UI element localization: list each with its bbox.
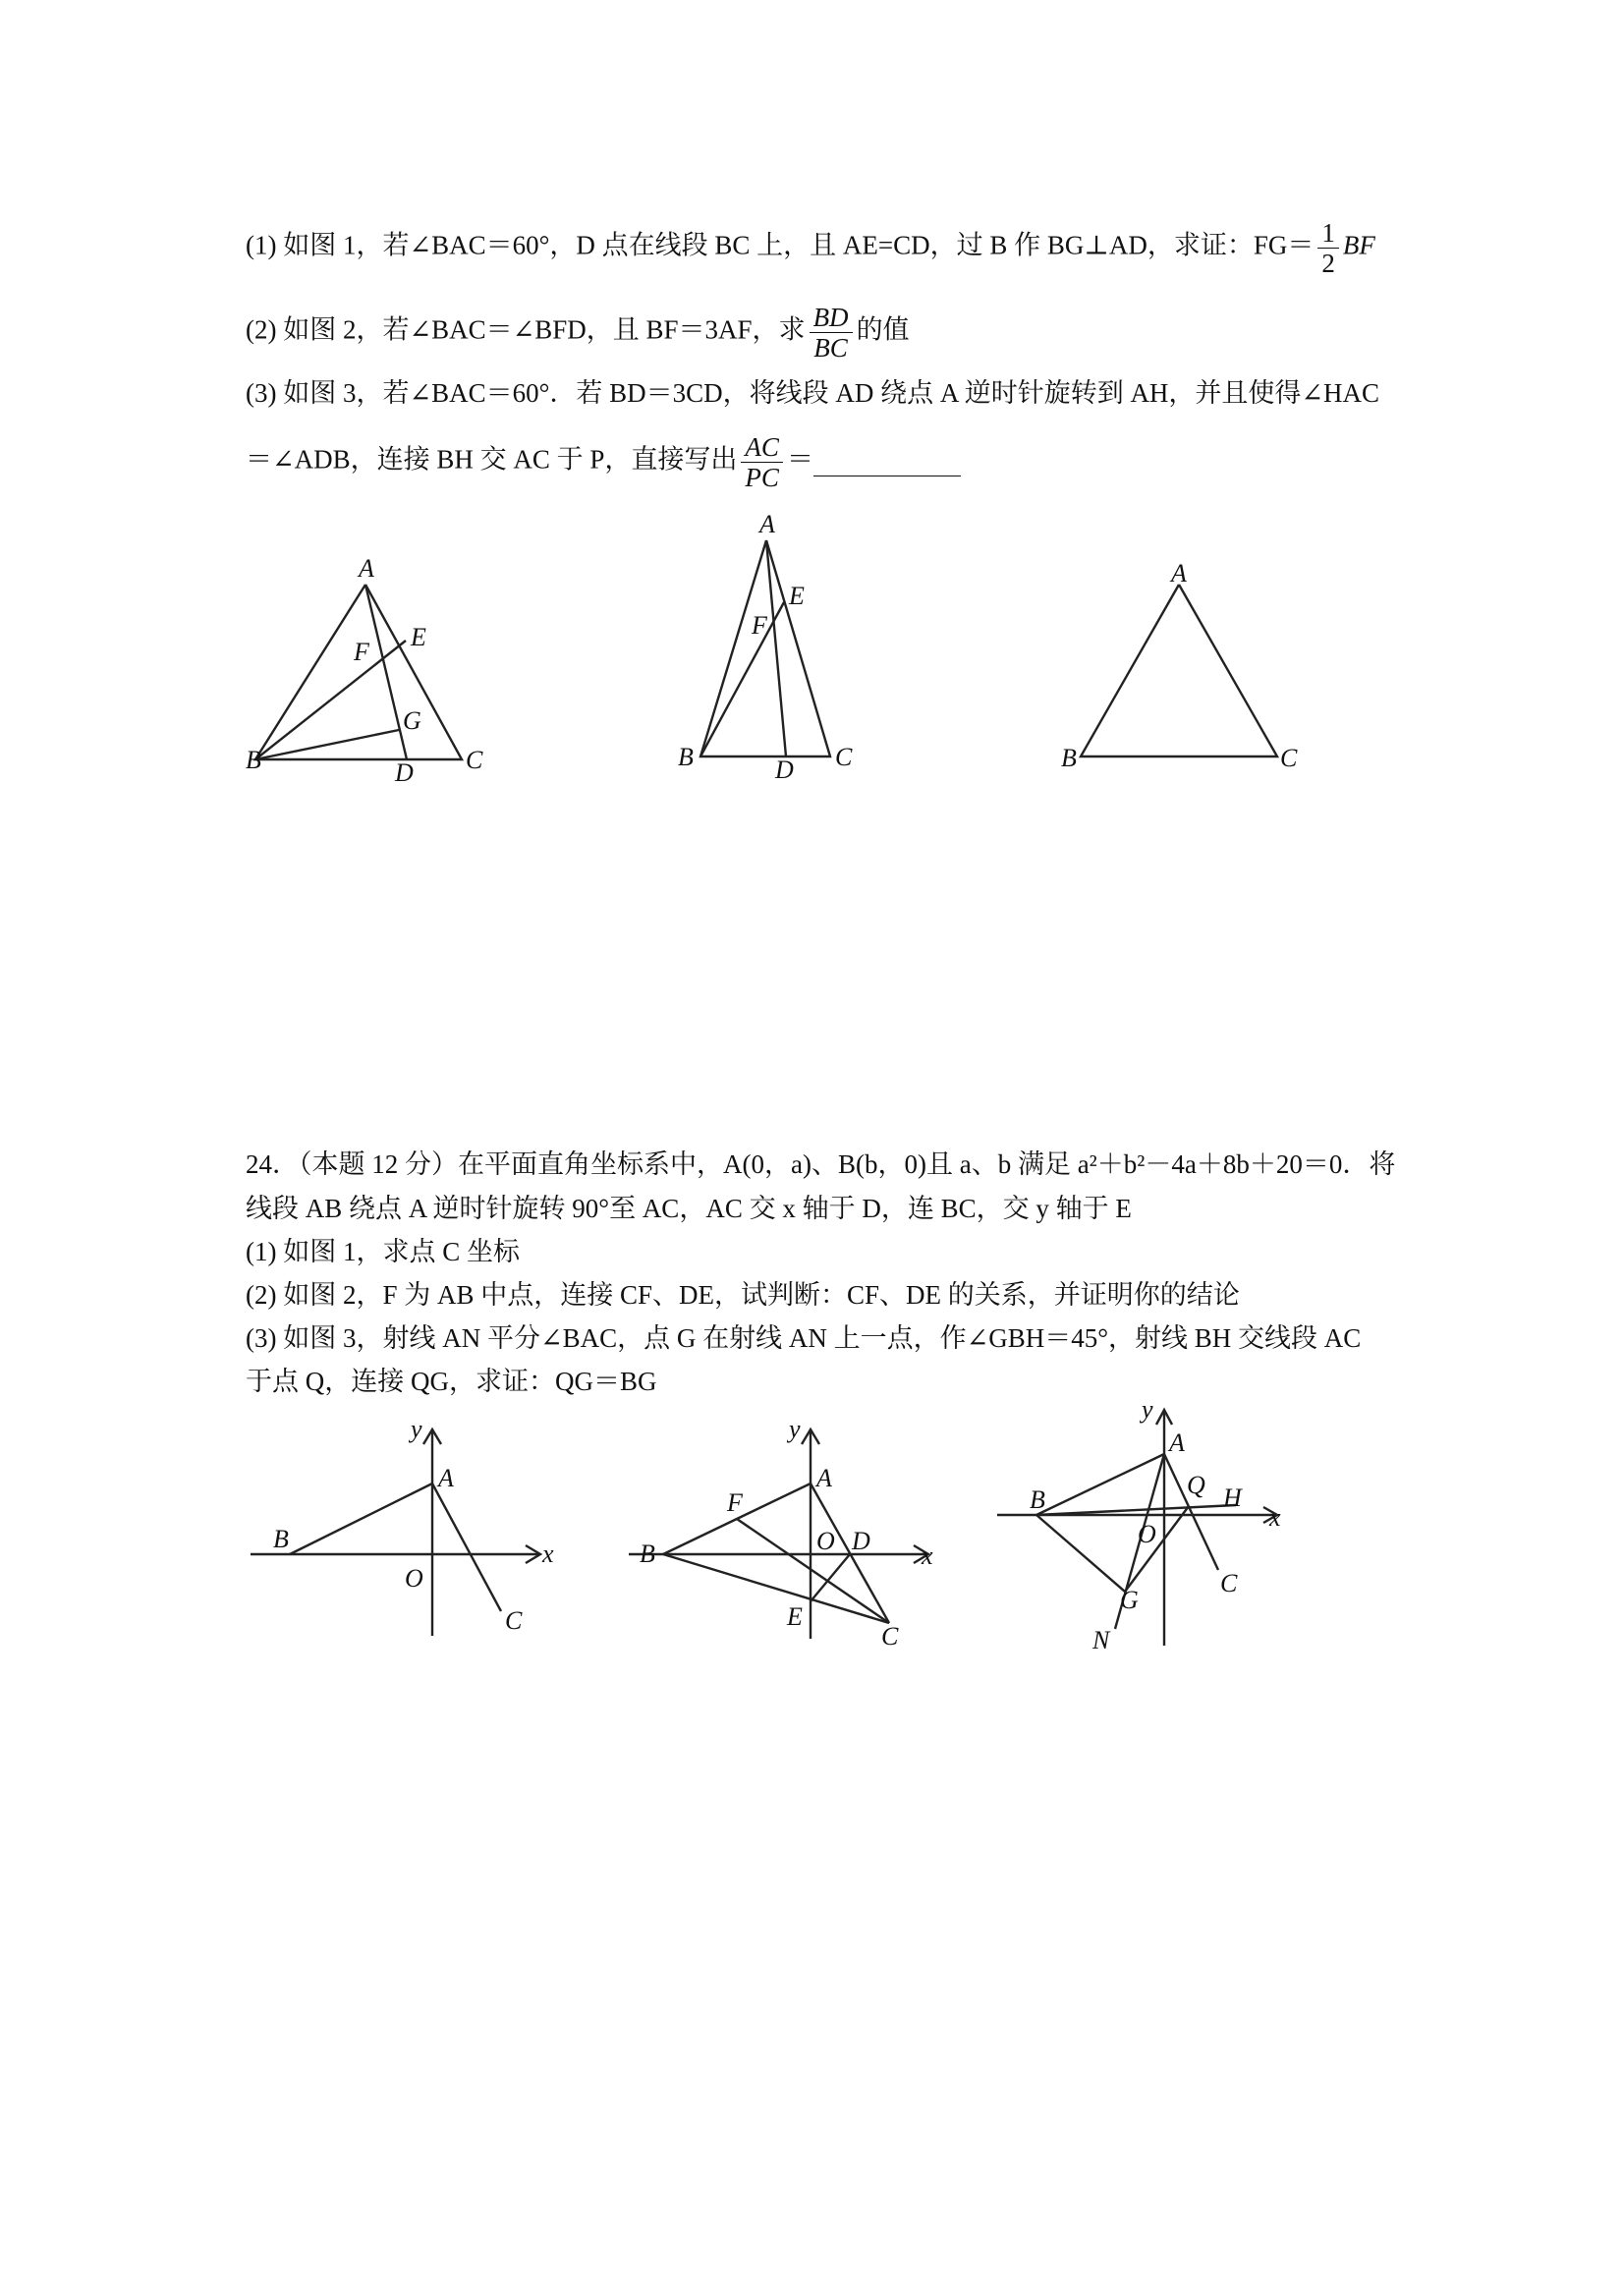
label-b: B xyxy=(678,743,694,771)
label-x: x xyxy=(1269,1503,1281,1532)
segment-bg xyxy=(1036,1515,1125,1592)
label-e: E xyxy=(787,1602,803,1631)
q23-figure-1 xyxy=(246,555,501,791)
label-a: A xyxy=(759,510,775,538)
label-d: D xyxy=(775,756,794,784)
label-y: y xyxy=(1142,1395,1153,1424)
label-a: A xyxy=(438,1464,454,1492)
label-c: C xyxy=(505,1606,523,1635)
segment-be xyxy=(255,641,406,759)
label-a: A xyxy=(816,1464,832,1492)
label-o: O xyxy=(405,1564,423,1593)
label-q: Q xyxy=(1187,1471,1205,1499)
q23-figure-3 xyxy=(1056,560,1312,786)
label-h: H xyxy=(1223,1484,1242,1512)
segment-ac xyxy=(432,1484,501,1611)
q23-part2 xyxy=(246,303,910,363)
label-x: x xyxy=(922,1541,933,1570)
label-c: C xyxy=(1220,1569,1238,1597)
triangle-abc xyxy=(1081,585,1277,756)
label-c: C xyxy=(1280,744,1298,772)
triangle-abc xyxy=(255,585,462,759)
q24-line3: (1) 如图 1，求点 C 坐标 xyxy=(246,1237,520,1266)
answer-blank xyxy=(813,448,961,476)
label-c: C xyxy=(881,1622,899,1651)
label-o: O xyxy=(816,1527,835,1555)
q24-line6: 于点 Q，连接 QG，求证：QG＝BG xyxy=(246,1367,657,1396)
label-o: O xyxy=(1138,1520,1156,1548)
segment-qg xyxy=(1125,1506,1189,1592)
label-c: C xyxy=(835,743,853,771)
label-y: y xyxy=(789,1415,801,1443)
q24-figure-3 xyxy=(992,1395,1307,1660)
q24-line1 xyxy=(246,1145,1395,1184)
label-f: F xyxy=(752,611,767,640)
q23-part1-text: (1) 如图 1，若∠BAC＝60°，D 点在线段 BC 上，且 AE=CD，过 B 作 BG⊥AD，求证：FG＝ xyxy=(246,230,1315,260)
fraction-numerator: AC xyxy=(741,432,783,463)
label-y: y xyxy=(411,1415,422,1443)
fraction-denominator: BC xyxy=(813,333,848,363)
label-b: B xyxy=(1061,744,1077,772)
q23-figure-2 xyxy=(673,511,869,791)
label-d: D xyxy=(395,758,414,787)
fraction-denominator: PC xyxy=(745,463,779,492)
q24-figure-2 xyxy=(624,1415,948,1655)
label-a: A xyxy=(1171,559,1187,588)
q23-part3-equals: ＝ xyxy=(786,444,813,475)
label-d: D xyxy=(852,1527,870,1555)
label-g: G xyxy=(1120,1586,1139,1614)
label-n: N xyxy=(1092,1626,1110,1654)
label-e: E xyxy=(411,623,426,651)
q23-part3-text: ＝∠ADB，连接 BH 交 AC 于 P，直接写出 xyxy=(246,444,738,475)
label-b: B xyxy=(246,746,261,774)
fraction-denominator: 2 xyxy=(1321,249,1335,278)
q23-part3-fraction xyxy=(741,432,783,492)
segment-ba xyxy=(1036,1454,1164,1515)
q24-statement-1: 24．（本题 12 分）在平面直角坐标系中，A(0，a)、B(b，0)且 a、b 满足 a²＋b²－4a＋8b＋20＝0．将 xyxy=(246,1149,1396,1179)
q24-line5: (3) 如图 3，射线 AN 平分∠BAC，点 G 在射线 AN 上一点，作∠GBH＝45°，射线 BH 交线段 AC xyxy=(246,1323,1362,1353)
label-a: A xyxy=(1169,1428,1185,1457)
label-b: B xyxy=(1030,1485,1045,1514)
label-g: G xyxy=(403,706,421,735)
label-f: F xyxy=(354,638,369,666)
fraction-numerator: BD xyxy=(810,303,853,333)
segment-bg xyxy=(255,730,399,759)
segment-be xyxy=(700,602,784,756)
label-e: E xyxy=(789,582,805,610)
q24-figure-1 xyxy=(246,1415,560,1651)
label-b: B xyxy=(640,1540,655,1568)
q23-part3-line2 xyxy=(246,432,961,492)
label-c: C xyxy=(466,746,483,774)
q23-part1-fraction xyxy=(1317,218,1339,278)
q23-part2-tail: 的值 xyxy=(856,314,910,345)
q23-part2-fraction xyxy=(810,303,853,363)
fraction-numerator: 1 xyxy=(1317,218,1339,249)
segment-ba xyxy=(290,1484,432,1554)
segment-ed xyxy=(811,1554,850,1601)
label-a: A xyxy=(359,554,374,583)
ray-bh xyxy=(1036,1505,1236,1515)
q23-part2-text: (2) 如图 2，若∠BAC＝∠BFD，且 BF＝3AF，求 xyxy=(246,314,806,345)
q24-line4: (2) 如图 2，F 为 AB 中点，连接 CF、DE，试判断：CF、DE 的关系，并证明你的结论 xyxy=(246,1280,1240,1310)
label-f: F xyxy=(727,1488,743,1517)
label-b: B xyxy=(273,1525,289,1553)
label-x: x xyxy=(542,1540,554,1568)
q23-part3-line1: (3) 如图 3，若∠BAC＝60°．若 BD＝3CD，将线段 AD 绕点 A 逆时针旋转到 AH，并且使得∠HAC xyxy=(246,378,1380,408)
triangle-abc xyxy=(700,540,830,756)
q24-line2: 线段 AB 绕点 A 逆时针旋转 90°至 AC，AC 交 x 轴于 D，连 BC，交 y 轴于 E xyxy=(246,1194,1132,1223)
q23-part1 xyxy=(246,218,1375,278)
q23-part1-tail: BF xyxy=(1342,230,1375,260)
